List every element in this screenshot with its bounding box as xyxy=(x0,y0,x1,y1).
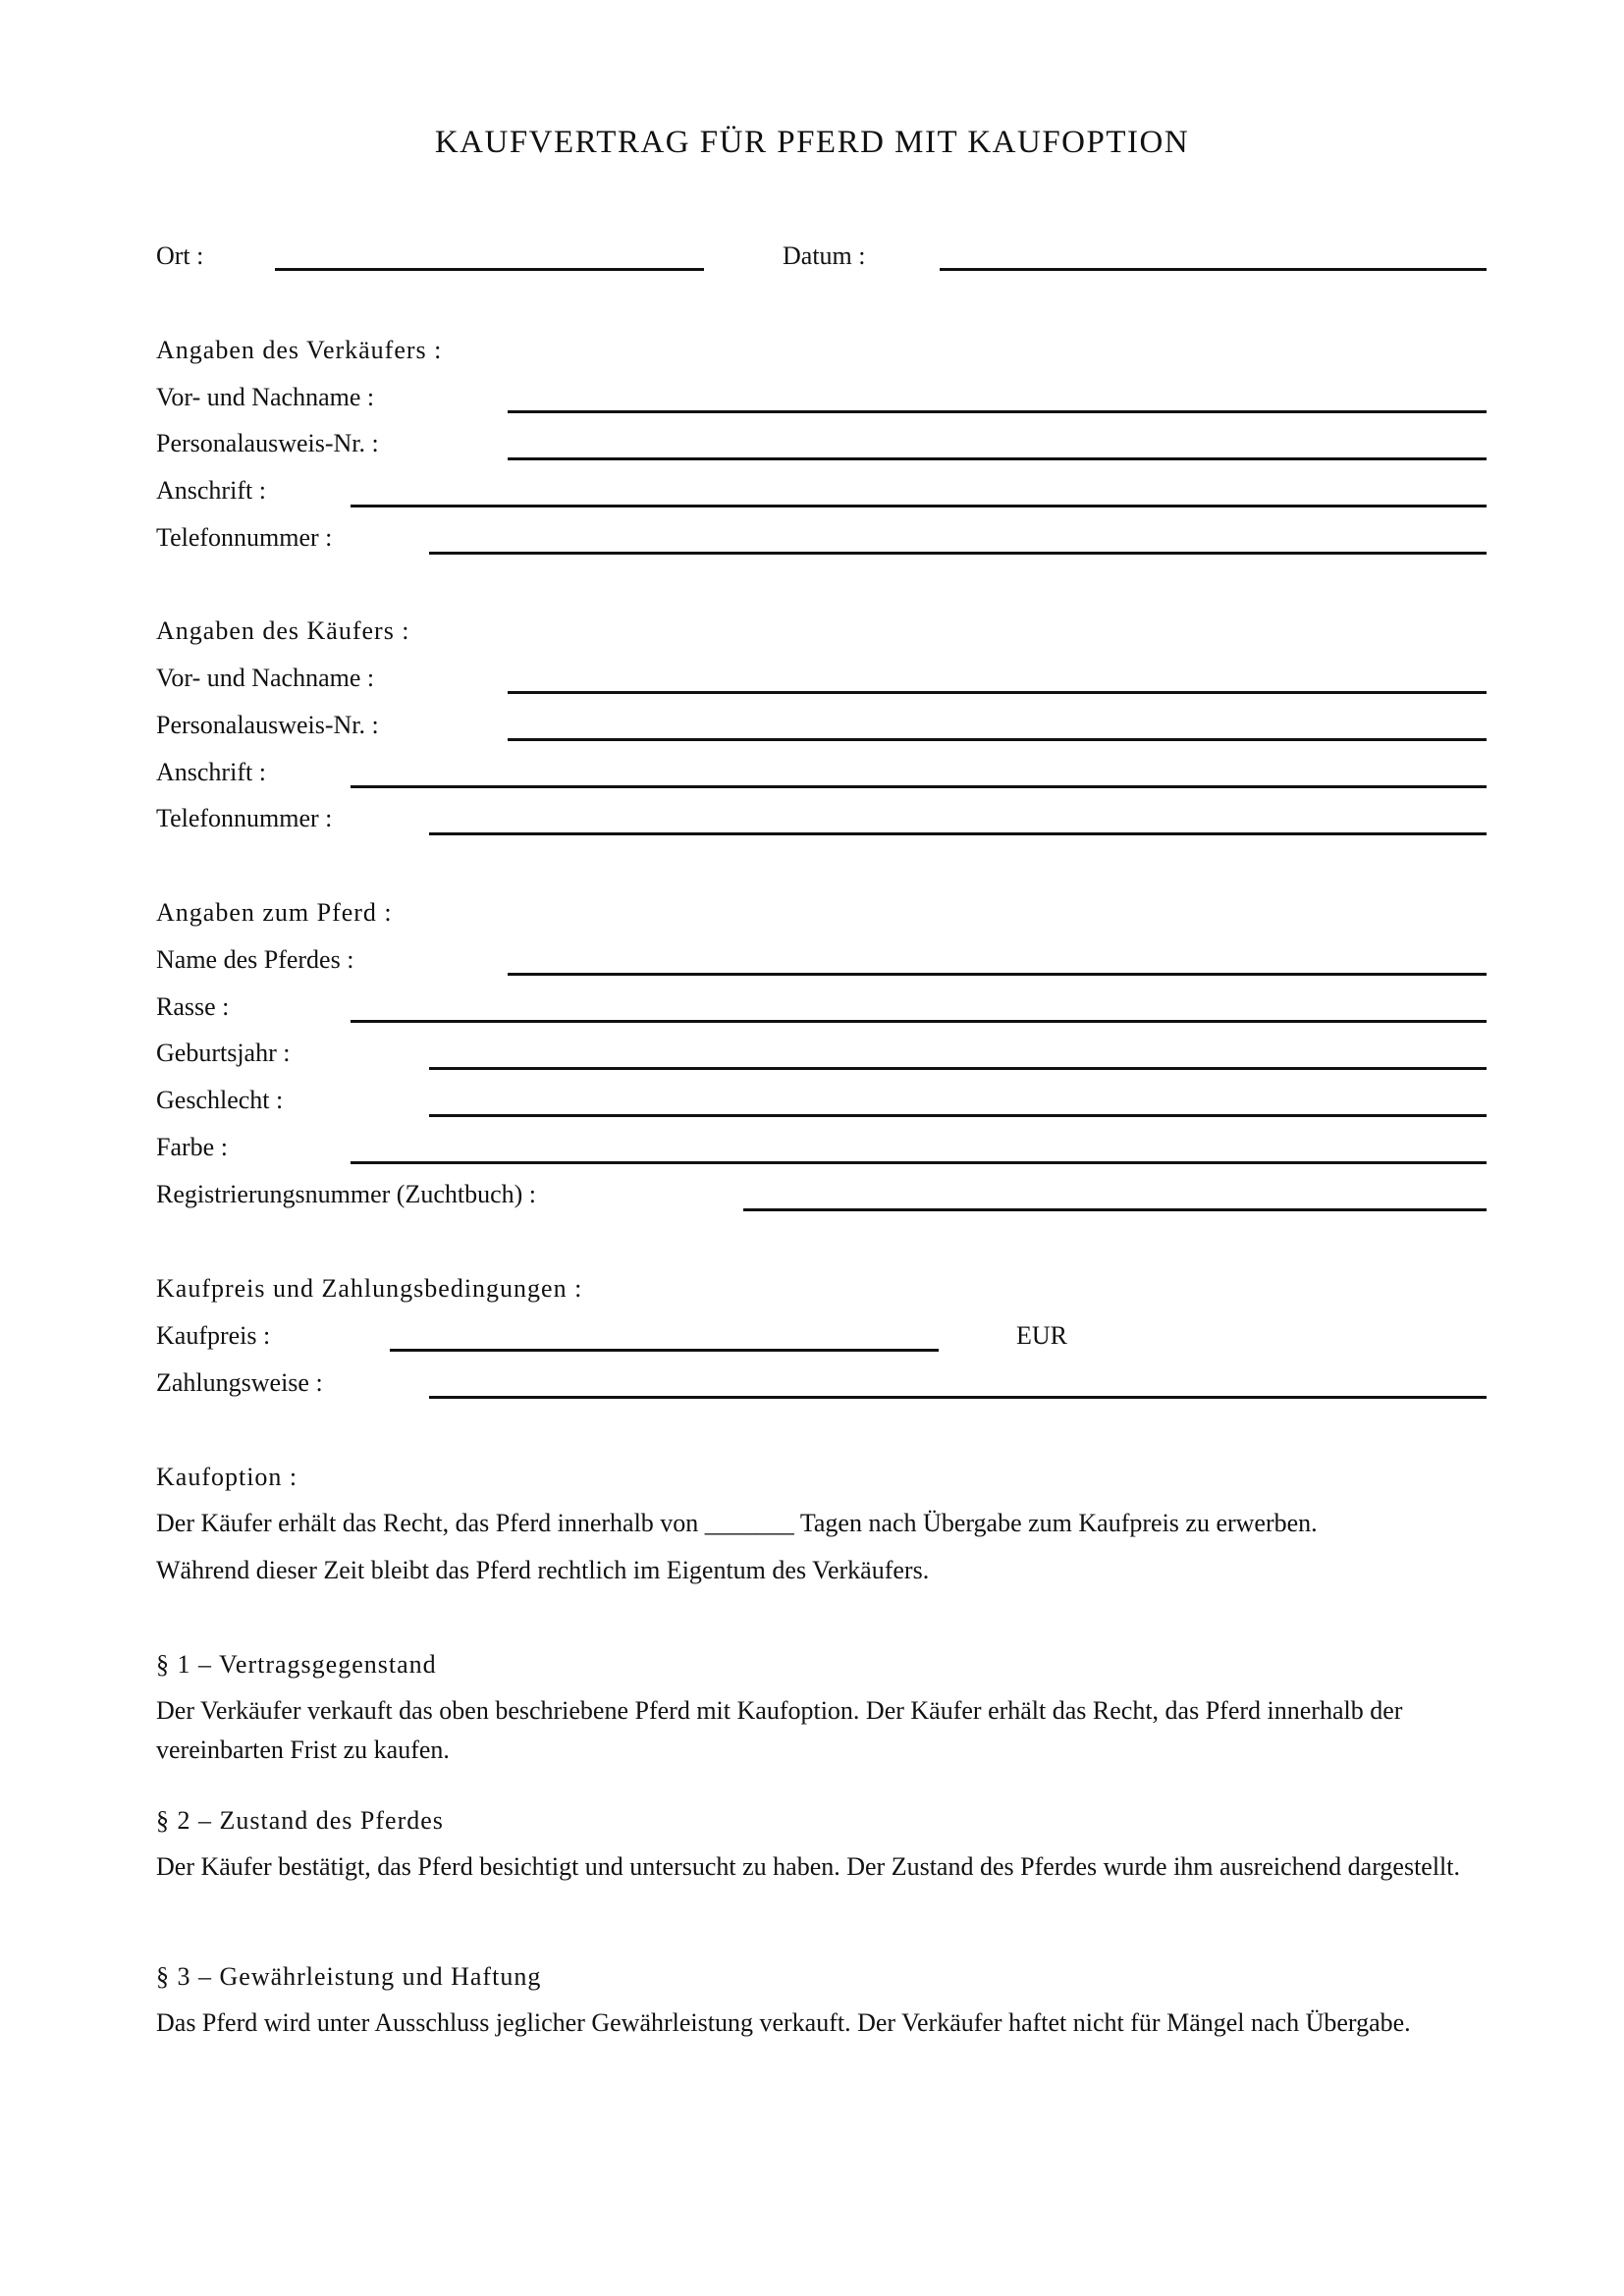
datum-field[interactable] xyxy=(940,268,1487,271)
currency-label: EUR xyxy=(1016,1321,1067,1350)
seller-id-field[interactable] xyxy=(508,457,1487,460)
payment-method-field[interactable] xyxy=(429,1396,1487,1399)
ort-label: Ort : xyxy=(156,241,204,270)
seller-address-field[interactable] xyxy=(351,505,1487,507)
buyer-phone-label: Telefonnummer : xyxy=(156,804,333,832)
buyer-name-label: Vor- und Nachname : xyxy=(156,664,375,692)
horse-registration-field[interactable] xyxy=(743,1208,1487,1211)
price-field[interactable] xyxy=(390,1349,939,1352)
document-title: KAUFVERTRAG FÜR PFERD MIT KAUFOPTION xyxy=(434,125,1190,160)
horse-name-label: Name des Pferdes : xyxy=(156,945,354,974)
horse-name-field[interactable] xyxy=(508,973,1487,976)
seller-phone-label: Telefonnummer : xyxy=(156,523,333,552)
horse-breed-field[interactable] xyxy=(351,1020,1487,1023)
buyer-address-label: Anschrift : xyxy=(156,758,266,786)
seller-address-label: Anschrift : xyxy=(156,476,266,505)
payment-method-label: Zahlungsweise : xyxy=(156,1368,323,1397)
horse-color-field[interactable] xyxy=(351,1161,1487,1164)
section-3-heading: § 3 – Gewährleistung und Haftung xyxy=(156,1962,542,1991)
option-text-line-2: Während dieser Zeit bleibt das Pferd rechtlich im Eigentum des Verkäufers. xyxy=(156,1556,930,1584)
section-3-text: Das Pferd wird unter Ausschluss jeglicher Gewährleistung verkauft. Der Verkäufer haftet nicht für Mängel nach Übergabe. xyxy=(156,2008,1411,2037)
section-2-heading: § 2 – Zustand des Pferdes xyxy=(156,1806,444,1835)
section-2-text: Der Käufer bestätigt, das Pferd besichtigt und untersucht zu haben. Der Zustand des Pferdes wurde ihm ausreichend dargestellt. xyxy=(156,1852,1461,1881)
section-1-text: Der Verkäufer verkauft das oben beschriebene Pferd mit Kaufoption. Der Käufer erhält das Recht, das Pferd innerhalb der vereinbarten Frist zu kaufen. xyxy=(156,1696,1403,1764)
buyer-phone-field[interactable] xyxy=(429,832,1487,835)
horse-color-label: Farbe : xyxy=(156,1133,228,1161)
seller-heading: Angaben des Verkäufers : xyxy=(156,336,443,364)
seller-phone-field[interactable] xyxy=(429,552,1487,555)
horse-sex-label: Geschlecht : xyxy=(156,1086,284,1114)
horse-heading: Angaben zum Pferd : xyxy=(156,898,393,927)
seller-name-label: Vor- und Nachname : xyxy=(156,383,375,411)
buyer-id-field[interactable] xyxy=(508,738,1487,741)
seller-name-field[interactable] xyxy=(508,410,1487,413)
horse-registration-label: Registrierungsnummer (Zuchtbuch) : xyxy=(156,1180,537,1208)
horse-birth-year-label: Geburtsjahr : xyxy=(156,1039,291,1067)
option-text-line-1: Der Käufer erhält das Recht, das Pferd innerhalb von _______ Tagen nach Übergabe zum Kaufpreis zu erwerben. xyxy=(156,1509,1318,1537)
ort-field[interactable] xyxy=(275,268,704,271)
option-heading: Kaufoption : xyxy=(156,1463,298,1491)
buyer-heading: Angaben des Käufers : xyxy=(156,616,410,645)
section-1-heading: § 1 – Vertragsgegenstand xyxy=(156,1650,437,1679)
horse-sex-field[interactable] xyxy=(429,1114,1487,1117)
horse-breed-label: Rasse : xyxy=(156,992,230,1021)
buyer-name-field[interactable] xyxy=(508,691,1487,694)
seller-id-label: Personalausweis-Nr. : xyxy=(156,429,379,457)
buyer-id-label: Personalausweis-Nr. : xyxy=(156,711,379,739)
payment-heading: Kaufpreis und Zahlungsbedingungen : xyxy=(156,1274,583,1303)
datum-label: Datum : xyxy=(783,241,866,270)
buyer-address-field[interactable] xyxy=(351,785,1487,788)
price-label: Kaufpreis : xyxy=(156,1321,271,1350)
horse-birth-year-field[interactable] xyxy=(429,1067,1487,1070)
